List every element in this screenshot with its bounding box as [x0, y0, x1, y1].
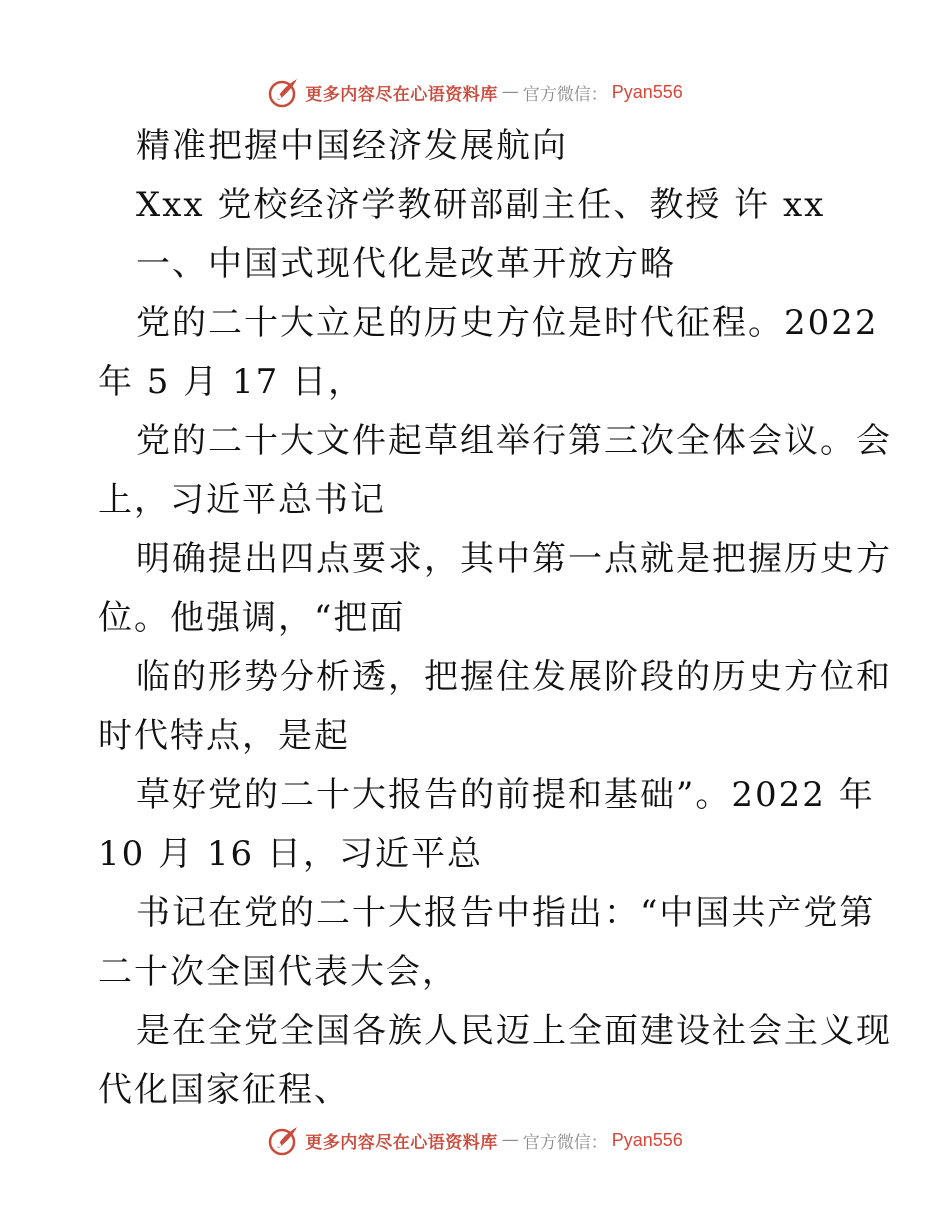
paragraph-line: 临的形势分析透，把握住发展阶段的历史方位和: [136, 657, 892, 697]
banner-separator: —: [501, 82, 519, 102]
paragraph-line: 时代特点，是起: [98, 716, 350, 756]
banner-brand-text: 更多内容尽在心语资料库: [305, 84, 498, 105]
banner-wechat-label: 官方微信：: [522, 1132, 608, 1153]
paragraph-line: 党的二十大文件起草组举行第三次全体会议。会: [136, 421, 892, 461]
banner-brand-text: 更多内容尽在心语资料库: [305, 1132, 498, 1153]
paragraph-line: 位。他强调，“把面: [98, 598, 406, 638]
paragraph-line: 明确提出四点要求，其中第一点就是把握历史方: [136, 539, 892, 579]
banner-wechat-handle: Pyan556: [611, 81, 683, 102]
quill-logo-icon: [267, 1123, 301, 1157]
footer-banner: [0, 1120, 950, 1160]
document-title: 精准把握中国经济发展航向: [136, 126, 568, 166]
paragraph-line: 书记在党的二十大报告中指出：“中国共产党第: [136, 893, 876, 933]
paragraph-line: 草好党的二十大报告的前提和基础”。2022 年: [136, 775, 875, 815]
section-heading: 一、中国式现代化是改革开放方略: [136, 244, 676, 284]
quill-logo-icon: [267, 75, 301, 109]
paragraph-line: 党的二十大立足的历史方位是时代征程。2022: [136, 303, 879, 343]
paragraph-line: 年 5 月 17 日，: [98, 362, 365, 402]
paragraph-line: 二十次全国代表大会，: [98, 952, 458, 992]
banner-wechat-label: 官方微信：: [522, 84, 608, 105]
paragraph-line: 上，习近平总书记: [98, 480, 386, 520]
document-author: Xxx 党校经济学教研部副主任、教授 许 xx: [136, 185, 826, 225]
paragraph-line: 代化国家征程、: [98, 1070, 350, 1110]
paragraph-line: 是在全党全国各族人民迈上全面建设社会主义现: [136, 1011, 892, 1051]
header-banner: [0, 72, 950, 112]
paragraph-line: 10 月 16 日，习近平总: [98, 834, 483, 874]
banner-wechat-handle: Pyan556: [611, 1129, 683, 1150]
banner-separator: —: [501, 1130, 519, 1150]
